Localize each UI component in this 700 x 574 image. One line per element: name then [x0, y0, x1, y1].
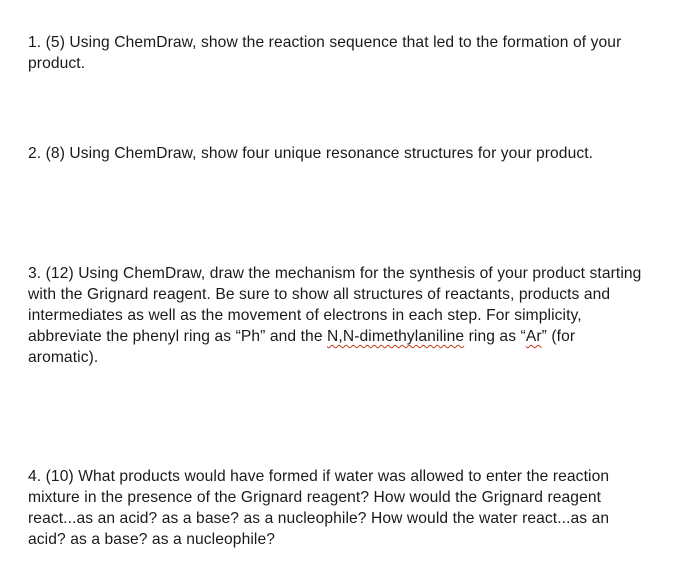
question-1-line-1: 1. (5) Using ChemDraw, show the reaction sequence that led to the formation of your — [28, 34, 622, 51]
question-4-line-4: acid? as a base? as a nucleophile? — [28, 531, 276, 548]
question-3-line-3: intermediates as well as the movement of electrons in each step. For simplicity, — [28, 307, 582, 324]
question-4-line-3: react...as an acid? as a base? as a nucleophile? How would the water react...as an — [28, 510, 610, 527]
question-1-line-2: product. — [28, 55, 86, 72]
line-4-text-after: ” (for — [541, 328, 576, 345]
question-3-line-4 — [28, 326, 668, 347]
line-4-text-before: abbreviate the phenyl ring as “Ph” and the — [28, 328, 328, 345]
question-3-line-1: 3. (12) Using ChemDraw, draw the mechanism for the synthesis of your product starting — [28, 265, 642, 282]
spellcheck-flagged-word[interactable]: N,N-dimethylaniline — [327, 328, 465, 345]
question-2 — [28, 143, 668, 164]
question-3-line-2: with the Grignard reagent. Be sure to show all structures of reactants, products and — [28, 286, 611, 303]
line-4-text-middle: ring as “ — [464, 328, 526, 345]
spellcheck-flagged-abbreviation[interactable]: Ar — [525, 328, 542, 345]
question-2-line-1: 2. (8) Using ChemDraw, show four unique resonance structures for your product. — [28, 145, 594, 162]
question-3 — [28, 263, 668, 368]
question-4-line-2: mixture in the presence of the Grignard reagent? How would the Grignard reagent — [28, 489, 602, 506]
question-1 — [28, 32, 668, 74]
question-4 — [28, 466, 668, 550]
question-3-line-5: aromatic). — [28, 349, 99, 366]
question-4-line-1: 4. (10) What products would have formed if water was allowed to enter the reaction — [28, 468, 610, 485]
